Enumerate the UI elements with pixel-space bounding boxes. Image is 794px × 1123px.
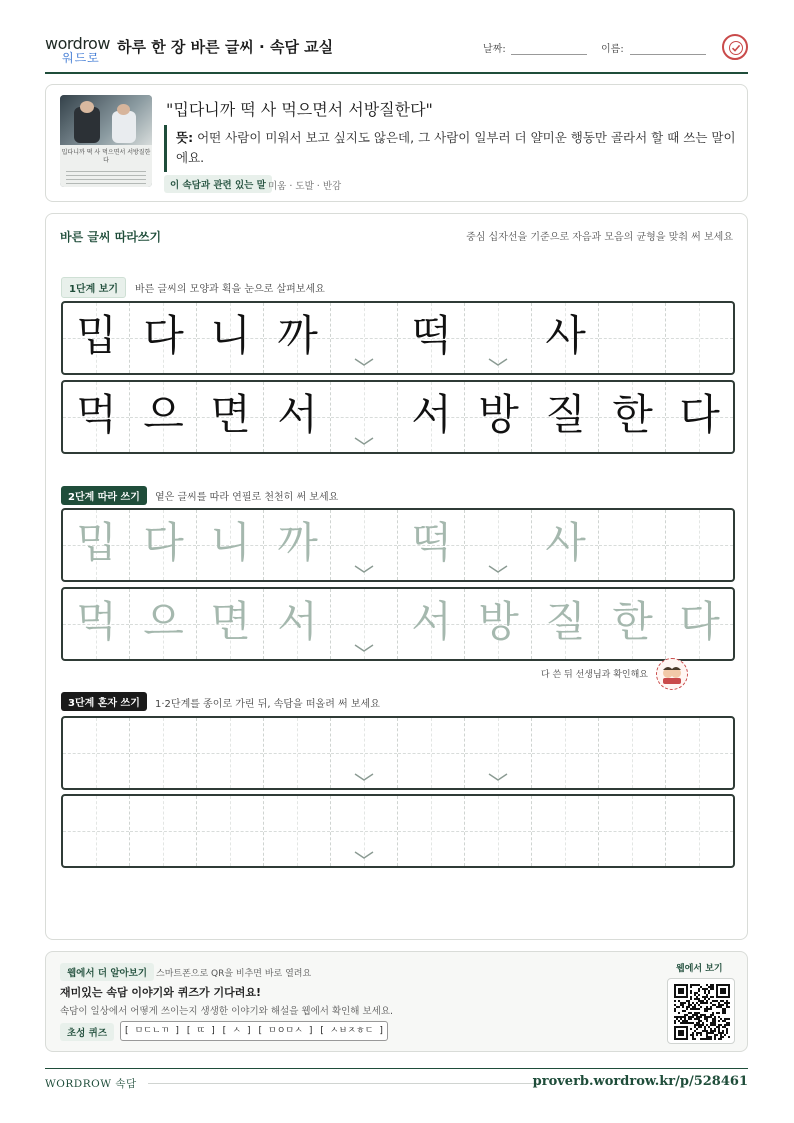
grid-cell bbox=[130, 303, 197, 373]
grid-cell bbox=[130, 382, 197, 452]
grid-cell[interactable] bbox=[599, 718, 666, 788]
model-character: 면 bbox=[210, 390, 251, 439]
meaning-label: 뜻: bbox=[176, 130, 194, 145]
related-words: 미움 · 도발 · 반감 bbox=[268, 181, 342, 192]
logo-korean: 워드로 bbox=[62, 51, 100, 65]
step2-row-2[interactable] bbox=[61, 587, 735, 661]
illustration-caption: 밉다니까 떡 사 먹으면서 서방질한다 bbox=[61, 149, 151, 164]
grid-cell[interactable] bbox=[331, 589, 398, 659]
grid-cell[interactable] bbox=[130, 589, 197, 659]
grid-cell bbox=[264, 303, 331, 373]
trace-character: 먹 bbox=[76, 597, 117, 646]
grid-cell bbox=[465, 303, 532, 373]
model-character: 밉 bbox=[76, 311, 117, 360]
initial-sound-quiz-label: 초성 퀴즈 bbox=[60, 1023, 114, 1041]
model-character: 먹 bbox=[76, 390, 117, 439]
grid-cell[interactable] bbox=[197, 796, 264, 866]
qr-label: 웹에서 보기 bbox=[676, 964, 723, 974]
grid-cell bbox=[532, 382, 599, 452]
word-space-icon bbox=[354, 436, 374, 446]
grid-cell bbox=[331, 382, 398, 452]
grid-cell[interactable] bbox=[130, 796, 197, 866]
step3-row-2[interactable] bbox=[61, 794, 735, 868]
grid-cell[interactable] bbox=[197, 589, 264, 659]
step1-hint: 바른 글씨의 모양과 획을 눈으로 살펴보세요 bbox=[135, 284, 325, 295]
grid-cell bbox=[197, 382, 264, 452]
grid-cell[interactable] bbox=[264, 718, 331, 788]
grid-cell[interactable] bbox=[264, 796, 331, 866]
grid-cell[interactable] bbox=[532, 796, 599, 866]
model-character: 까 bbox=[277, 311, 318, 360]
qr-code-icon[interactable] bbox=[667, 978, 735, 1044]
grid-cell bbox=[599, 382, 666, 452]
grid-cell bbox=[465, 382, 532, 452]
model-character: 다 bbox=[679, 390, 720, 439]
step1-row-2 bbox=[61, 380, 735, 454]
model-character: 방 bbox=[478, 390, 519, 439]
model-character: 떡 bbox=[411, 311, 452, 360]
step2-row-1[interactable] bbox=[61, 508, 735, 582]
grid-cell[interactable] bbox=[532, 510, 599, 580]
model-character: 니 bbox=[210, 311, 251, 360]
grid-cell[interactable] bbox=[331, 510, 398, 580]
grid-cell[interactable] bbox=[331, 796, 398, 866]
grid-cell[interactable] bbox=[130, 510, 197, 580]
name-label: 이름: bbox=[601, 44, 624, 55]
web-more-description: 속담이 일상에서 어떻게 쓰이는지 생생한 이야기와 해설을 웹에서 확인해 보세요. bbox=[60, 1006, 394, 1017]
handwriting-practice-card bbox=[45, 213, 748, 940]
logo-wordmark: wordrow bbox=[45, 34, 110, 53]
teacher-check-icon bbox=[656, 658, 688, 690]
grid-cell[interactable] bbox=[63, 589, 130, 659]
grid-cell[interactable] bbox=[398, 718, 465, 788]
grid-cell bbox=[264, 382, 331, 452]
grid-cell[interactable] bbox=[197, 510, 264, 580]
model-character: 질 bbox=[545, 390, 586, 439]
model-character: 한 bbox=[612, 390, 653, 439]
grid-cell bbox=[666, 303, 733, 373]
trace-character: 질 bbox=[545, 597, 586, 646]
trace-character: 밉 bbox=[76, 518, 117, 567]
grid-cell[interactable] bbox=[532, 589, 599, 659]
footer-separator bbox=[148, 1083, 540, 1084]
related-words-badge: 이 속담과 관련 있는 말 bbox=[164, 175, 272, 193]
model-character: 사 bbox=[545, 311, 586, 360]
grid-cell[interactable] bbox=[398, 510, 465, 580]
word-space-icon bbox=[354, 564, 374, 574]
grid-cell[interactable] bbox=[599, 510, 666, 580]
wordrow-logo bbox=[45, 34, 110, 65]
step2-badge: 2단계 따라 쓰기 bbox=[61, 486, 147, 505]
meaning-accent-bar bbox=[164, 125, 167, 172]
grid-cell[interactable] bbox=[666, 589, 733, 659]
practice-hint: 중심 십자선을 기준으로 자음과 모음의 균형을 맞춰 써 보세요 bbox=[466, 232, 733, 243]
trace-character: 면 bbox=[210, 597, 251, 646]
date-field[interactable] bbox=[511, 54, 587, 55]
check-stamp-icon bbox=[722, 34, 748, 60]
grid-cell bbox=[63, 382, 130, 452]
trace-character: 다 bbox=[679, 597, 720, 646]
step3-row-1[interactable] bbox=[61, 716, 735, 790]
trace-character: 니 bbox=[210, 518, 251, 567]
grid-cell[interactable] bbox=[465, 796, 532, 866]
trace-character: 으 bbox=[143, 597, 184, 646]
grid-cell[interactable] bbox=[63, 718, 130, 788]
grid-cell[interactable] bbox=[264, 510, 331, 580]
model-character: 서 bbox=[411, 390, 452, 439]
grid-cell[interactable] bbox=[63, 796, 130, 866]
grid-cell[interactable] bbox=[398, 589, 465, 659]
word-space-icon bbox=[354, 772, 374, 782]
grid-cell[interactable] bbox=[465, 589, 532, 659]
grid-cell[interactable] bbox=[532, 718, 599, 788]
grid-cell bbox=[532, 303, 599, 373]
grid-cell[interactable] bbox=[465, 718, 532, 788]
web-more-hint: 스마트폰으로 QR을 비추면 바로 열려요 bbox=[156, 969, 312, 979]
footer-brand: WORDROW 속담 bbox=[45, 1078, 137, 1090]
trace-character: 방 bbox=[478, 597, 519, 646]
proverb-illustration bbox=[60, 95, 152, 187]
trace-character: 서 bbox=[411, 597, 452, 646]
date-label: 날짜: bbox=[483, 44, 506, 55]
grid-cell[interactable] bbox=[63, 510, 130, 580]
footer-divider bbox=[45, 1068, 748, 1069]
grid-cell bbox=[398, 303, 465, 373]
grid-cell[interactable] bbox=[398, 796, 465, 866]
step2-hint: 옅은 글씨를 따라 연필로 천천히 써 보세요 bbox=[155, 492, 339, 503]
trace-character: 한 bbox=[612, 597, 653, 646]
word-space-icon bbox=[488, 772, 508, 782]
grid-cell[interactable] bbox=[599, 589, 666, 659]
grid-cell[interactable] bbox=[666, 510, 733, 580]
grid-cell bbox=[331, 303, 398, 373]
step3-hint: 1·2단계를 종이로 가린 뒤, 속담을 떠올려 써 보세요 bbox=[155, 699, 380, 710]
grid-cell[interactable] bbox=[331, 718, 398, 788]
grid-cell[interactable] bbox=[130, 718, 197, 788]
word-space-icon bbox=[354, 850, 374, 860]
model-character: 다 bbox=[143, 311, 184, 360]
trace-character: 사 bbox=[545, 518, 586, 567]
model-character: 서 bbox=[277, 390, 318, 439]
trace-character: 떡 bbox=[411, 518, 452, 567]
grid-cell bbox=[599, 303, 666, 373]
word-space-icon bbox=[354, 643, 374, 653]
grid-cell[interactable] bbox=[465, 510, 532, 580]
trace-character: 서 bbox=[277, 597, 318, 646]
grid-cell bbox=[63, 303, 130, 373]
web-more-badge: 웹에서 더 알아보기 bbox=[60, 963, 154, 981]
proverb-card bbox=[45, 84, 748, 202]
grid-cell bbox=[398, 382, 465, 452]
page-title: 하루 한 장 바른 글씨 · 속담 교실 bbox=[117, 38, 334, 56]
word-space-icon bbox=[354, 357, 374, 367]
grid-cell[interactable] bbox=[264, 589, 331, 659]
grid-cell[interactable] bbox=[666, 796, 733, 866]
grid-cell[interactable] bbox=[599, 796, 666, 866]
meaning-text bbox=[176, 128, 736, 168]
web-more-card bbox=[45, 951, 748, 1052]
grid-cell bbox=[197, 303, 264, 373]
page-header bbox=[45, 30, 748, 74]
teacher-check-note: 다 쓴 뒤 선생님과 확인해요 bbox=[540, 670, 648, 680]
model-character: 으 bbox=[143, 390, 184, 439]
meaning-body: 어떤 사람이 미워서 보고 싶지도 않은데, 그 사람이 일부러 더 얄미운 행동만 골라서 할 때 쓰는 말이에요. bbox=[176, 130, 736, 165]
web-more-title: 재미있는 속담 이야기와 퀴즈가 기다려요! bbox=[60, 986, 261, 999]
initial-sound-quiz-box: [ ㅁㄷㄴㄲ ] [ ㄸ ] [ ㅅ ] [ ㅁㅇㅁㅅ ] [ ㅅㅂㅈㅎㄷ ] bbox=[120, 1021, 388, 1041]
trace-character: 다 bbox=[143, 518, 184, 567]
step1-row-1 bbox=[61, 301, 735, 375]
step3-badge: 3단계 혼자 쓰기 bbox=[61, 692, 147, 711]
trace-character: 까 bbox=[277, 518, 318, 567]
word-space-icon bbox=[488, 357, 508, 367]
proverb-text: "밉다니까 떡 사 먹으면서 서방질한다" bbox=[166, 100, 433, 119]
grid-cell[interactable] bbox=[666, 718, 733, 788]
step1-badge: 1단계 보기 bbox=[61, 277, 126, 298]
name-field[interactable] bbox=[630, 54, 706, 55]
footer-url-link[interactable]: proverb.wordrow.kr/p/528461 bbox=[532, 1074, 748, 1089]
grid-cell bbox=[666, 382, 733, 452]
word-space-icon bbox=[488, 564, 508, 574]
grid-cell[interactable] bbox=[197, 718, 264, 788]
practice-title: 바른 글씨 따라쓰기 bbox=[60, 230, 162, 244]
